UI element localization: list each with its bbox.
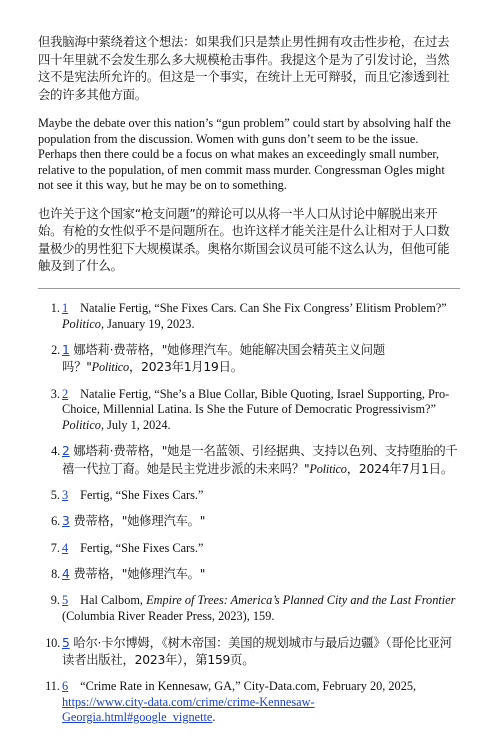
footnote-number: 9. [50,593,60,608]
footnote-text: “Crime Rate in Kennesaw, GA,” City-Data.com, February 20, 2025, [80,678,417,693]
footnote-text: Fertig, “She Fixes Cars.” [80,540,204,555]
footnote-backlink[interactable]: 2 [62,386,69,401]
footnote-item [38,342,460,376]
footnote-tail: ，2023年1月19日。 [129,360,243,375]
footnote-text: Hal Calbom, [80,593,143,608]
footnotes-divider [38,288,460,289]
footnote-tail: (Columbia River Reader Press, 2023), 159. [62,608,275,623]
footnote-italic: Politico [91,360,129,375]
paragraph-cn-1: 但我脑海中萦绕着这个想法：如果我们只是禁止男性拥有攻击性步枪，在过去四十年里就不会发生那么多大规模枪击事件。我提这个是为了引发讨论，当然这不是宪法所允许的。但这是一个事实，在统计上无可辩驳，而且它渗透到社会的许多其他方面。 [38,35,450,102]
footnote-item [38,566,460,583]
footnote-text: 娜塔莉·费蒂格，"她修理汽车。她能解决国会精英主义问题吗？" [62,343,385,375]
footnote-italic: Politico [62,316,101,331]
footnote-tail: . [212,710,216,725]
footnote-number: 4. [51,444,60,459]
footnote-number: 2. [51,343,60,358]
footnote-number: 10. [45,635,60,650]
footnote-italic: Politico [62,417,101,432]
footnote-italic: Empire of Trees: America’s Planned City and the Last Frontier [146,593,456,608]
footnote-text: 费蒂格，"她修理汽车。" [73,514,206,529]
footnote-text: Natalie Fertig, “She Fixes Cars. Can She Fix Congress’ Elitism Problem?” [80,300,447,315]
footnote-number: 11. [45,678,60,693]
footnote-item [38,541,460,557]
footnote-backlink[interactable]: 3 [62,487,69,502]
footnote-tail: , January 19, 2023. [100,316,195,331]
footnote-number: 6. [51,514,60,529]
footnote-item [38,593,460,624]
footnote-item [38,513,460,530]
footnote-number: 1. [50,300,60,315]
footnote-item [38,679,460,726]
footnote-text: 娜塔莉·费蒂格，"她是一名蓝领、引经据典、支持以色列、支持堕胎的千禧一代拉丁裔。她是民主党进步派的未来吗？" [62,444,458,476]
footnote-text: 费蒂格，"她修理汽车。" [73,567,206,582]
footnote-item [38,387,460,434]
footnote-text: Natalie Fertig, “She’s a Blue Collar, Bible Quoting, Israel Supporting, Pro-Choice, Millennial Latina. Is She the Future of Democratic Progressivism?” [62,386,450,417]
footnote-text: Fertig, “She Fixes Cars.” [80,487,204,502]
footnote-backlink[interactable]: 1 [62,300,69,315]
footnote-number: 7. [50,540,60,555]
footnote-italic: Politico [309,461,347,476]
footnote-text: 哈尔·卡尔博姆，《树木帝国：美国的规划城市与最后边疆》（哥伦比亚河读者出版社，2023年），第159页。 [62,635,452,667]
paragraph-cn-3: 也许关于这个国家“枪支问题”的辩论可以从将一半人口从讨论中解脱出来开始。有枪的女性似乎不是问题所在。也许这样才能关注是什么让相对于人口数量极少的男性犯下大规模谋杀。奥格尔斯国会议员可能不这么认为，但他可能触及到了什么。 [38,206,450,274]
document-page [38,34,460,736]
footnote-backlink[interactable]: 4 [62,567,70,582]
footnote-backlink[interactable]: 5 [62,593,69,608]
footnote-backlink[interactable]: 4 [62,540,69,555]
footnote-number: 5. [50,487,60,502]
footnote-item [38,443,460,477]
footnote-number: 3. [50,386,60,401]
footnote-backlink[interactable]: 3 [62,514,70,529]
footnote-number: 8. [51,567,60,582]
footnote-backlink[interactable]: 1 [62,343,70,358]
footnote-list [38,301,460,726]
footnote-backlink[interactable]: 2 [62,444,70,459]
footnote-url-link[interactable]: https://www.city-data.com/crime/crime-Kennesaw-Georgia.html#google_vignette [62,694,315,725]
paragraph-en-2: Maybe the debate over this nation’s “gun problem” could start by absolving half the population from the discussion. Women with guns don’t seem to be the issue. Perhaps then there could be a focus on what makes an exceedingly small number, relative to the population, of men commit mass murder. Congressman Ogles might not see it this way, but he may be on to something. [38,116,451,193]
footnote-item [38,301,460,332]
footnote-item [38,635,460,669]
footnote-item [38,488,460,504]
footnote-tail: , July 1, 2024. [100,417,171,432]
footnote-backlink[interactable]: 5 [62,635,70,650]
footnote-tail: ，2024年7月1日。 [346,461,453,476]
footnote-backlink[interactable]: 6 [62,678,69,693]
